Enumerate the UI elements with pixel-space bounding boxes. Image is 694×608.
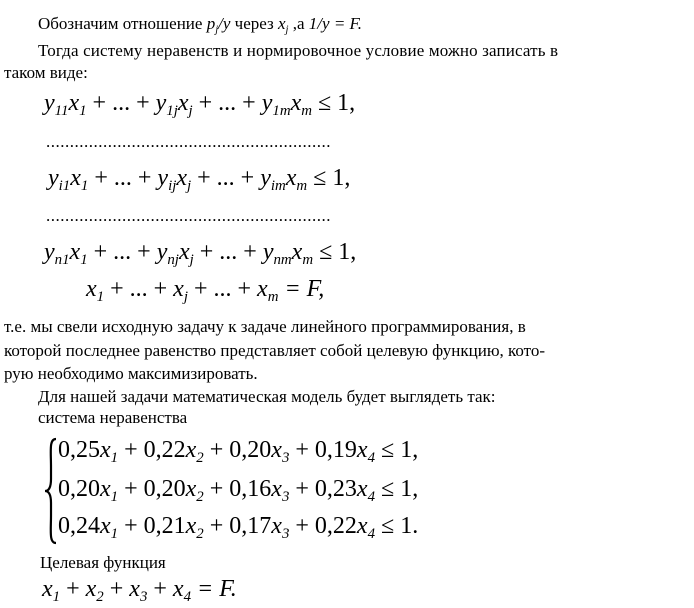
var-x: x (86, 276, 97, 302)
sub-j: j (285, 24, 289, 36)
var-x: x (176, 165, 187, 191)
dots-row-2: ............................................................ (46, 206, 331, 225)
coef: 0,20 (229, 437, 272, 463)
op: + (60, 576, 86, 602)
sub: 3 (281, 450, 290, 467)
general-objective (86, 274, 324, 304)
target-formula (42, 574, 237, 604)
rhs: = F. (191, 576, 237, 602)
dots-row-1: ............................................................ (46, 132, 331, 151)
coef-y: y (260, 165, 271, 191)
specific-row-1: $0,25x_1 + 0,22x_2 + 0,20x_3 + 0,19x_4 \le 1$, (58, 437, 419, 467)
sub: 1 (80, 252, 88, 269)
sub: n1 (54, 252, 70, 269)
general-row-2 (48, 163, 350, 193)
sub: 3 (139, 589, 148, 606)
sub: nm (273, 252, 292, 269)
intro-line-3: таком виде: (4, 63, 88, 82)
coef-y: y (44, 90, 55, 116)
sub: j (186, 178, 192, 195)
sub: 1 (80, 178, 89, 195)
explanation-line-2: которой последнее равенство представляет собой целевую функцию, кото- (4, 341, 546, 360)
sub: 2 (196, 489, 204, 506)
op: + ... + (191, 165, 261, 191)
var-x: x (356, 437, 368, 463)
system-brace-icon (44, 437, 58, 545)
var-x: x (185, 476, 197, 502)
rhs: ≤ 1, (307, 165, 351, 191)
var-y: /y (218, 14, 231, 33)
coef-y: y (48, 165, 59, 191)
sub: 1 (110, 526, 119, 543)
intro-text: ,а (288, 14, 309, 33)
coef: 0,20 (143, 476, 186, 502)
sub: 1m (272, 103, 291, 120)
sub: 4 (367, 526, 376, 543)
sub: 4 (183, 589, 192, 606)
op: + ... + (86, 90, 156, 116)
intro-text: Обозначим отношение (38, 14, 207, 33)
coef: 0,17 (229, 513, 272, 539)
coef-y: y (262, 239, 274, 265)
sub: 4 (367, 489, 376, 506)
general-row-1 (44, 88, 355, 118)
specific-row-2: $0,20x_1 + 0,20x_2 + 0,16x_3 + 0,23x_4 \le 1$, (58, 476, 419, 506)
sub: m (302, 252, 314, 269)
coef: 0,19 (314, 437, 357, 463)
sub: j (189, 252, 194, 269)
explanation-line-3: рую необходимо максимизировать. (4, 364, 258, 383)
coef: 0,22 (314, 513, 357, 539)
sub: 1j (166, 103, 178, 120)
op: + ... + (104, 276, 174, 302)
coef-y: y (155, 90, 167, 116)
coef-y: y (156, 239, 168, 265)
coef: 0,16 (229, 476, 272, 502)
var-x: x (185, 437, 197, 463)
var-x: x (356, 513, 368, 539)
var-x: x (290, 90, 302, 116)
sub: 2 (96, 589, 104, 606)
coef: 0,20 (58, 476, 100, 502)
sub: j (183, 289, 188, 306)
var-x: x (257, 276, 268, 302)
sub: 1 (52, 589, 61, 606)
intro-line-1 (38, 14, 362, 34)
sub: j (188, 103, 193, 120)
var-x: x (85, 576, 97, 602)
sub: 3 (281, 489, 290, 506)
op: + ... + (88, 165, 158, 191)
sub: 3 (281, 526, 290, 543)
var-x: x (178, 239, 190, 265)
var-x: x (356, 476, 368, 502)
coef: 0,22 (143, 437, 186, 463)
sub: 1 (79, 103, 87, 120)
coef: 0,25 (58, 437, 100, 463)
var-x: x (69, 239, 81, 265)
var-x: x (129, 576, 140, 602)
op: + ... + (187, 276, 258, 302)
sub: nj (167, 252, 179, 269)
coef-y: y (44, 239, 55, 265)
coef: 0,23 (314, 476, 357, 502)
sub: im (270, 178, 286, 195)
rhs: ≤ 1. (381, 513, 419, 539)
sub: 1 (110, 450, 119, 467)
var-x: x (173, 276, 184, 302)
var-x: x (100, 437, 111, 463)
op: + ... + (193, 239, 263, 265)
intro-line-2: Тогда систему неравенств и нормировочное условие можно записать в (38, 41, 559, 60)
sub: ij (168, 178, 177, 195)
sub: 4 (367, 450, 376, 467)
coef-y: y (157, 165, 169, 191)
var-x: x (100, 513, 111, 539)
sub: m (301, 103, 312, 120)
var-p: p (206, 14, 216, 33)
explanation-line-1: т.е. мы свели исходную задачу к задаче линейного программирования, в (4, 317, 526, 336)
var-x: x (291, 239, 303, 265)
op: + (103, 576, 130, 602)
sub: 2 (196, 450, 204, 467)
var-x: x (68, 90, 80, 116)
sub: 2 (196, 526, 204, 543)
coef-y: y (261, 90, 273, 116)
rhs: ≤ 1, (381, 476, 419, 502)
coef: 0,21 (143, 513, 186, 539)
var-x: x (42, 576, 53, 602)
coef: 0,24 (58, 513, 100, 539)
sub: 11 (54, 103, 69, 120)
var-x: x (100, 476, 111, 502)
rhs: ≤ 1, (311, 90, 356, 116)
var-1-over-y: 1/y (308, 14, 330, 33)
sub: m (296, 178, 308, 195)
target-label: Целевая функция (40, 553, 166, 572)
var-x: x (177, 90, 189, 116)
rhs: ≤ 1, (381, 437, 419, 463)
sub-j: j (215, 24, 219, 36)
op: + ... + (87, 239, 157, 265)
var-x: x (271, 437, 282, 463)
var-x: x (185, 513, 197, 539)
var-x: x (285, 165, 297, 191)
var-x: x (271, 513, 282, 539)
op: + ... + (192, 90, 262, 116)
intro-text: через (230, 14, 278, 33)
equals-F: = F. (329, 14, 362, 33)
explanation-line-4: Для нашей задачи математическая модель будет выглядеть так: (38, 387, 496, 406)
sub: m (267, 289, 279, 306)
specific-row-3: $0,24x_1 + 0,21x_2 + 0,17x_3 + 0,22x_4 \le 1$. (58, 513, 419, 543)
var-x: x (278, 14, 286, 33)
rhs: ≤ 1, (313, 239, 357, 265)
sub: 1 (96, 289, 105, 306)
var-x: x (70, 165, 81, 191)
rhs: = F, (278, 276, 325, 302)
var-x: x (271, 476, 282, 502)
op: + (147, 576, 173, 602)
explanation-line-5: система неравенства (38, 408, 188, 427)
var-x: x (172, 576, 184, 602)
general-row-3 (44, 237, 356, 267)
sub: 1 (110, 489, 119, 506)
sub: i1 (58, 178, 71, 195)
